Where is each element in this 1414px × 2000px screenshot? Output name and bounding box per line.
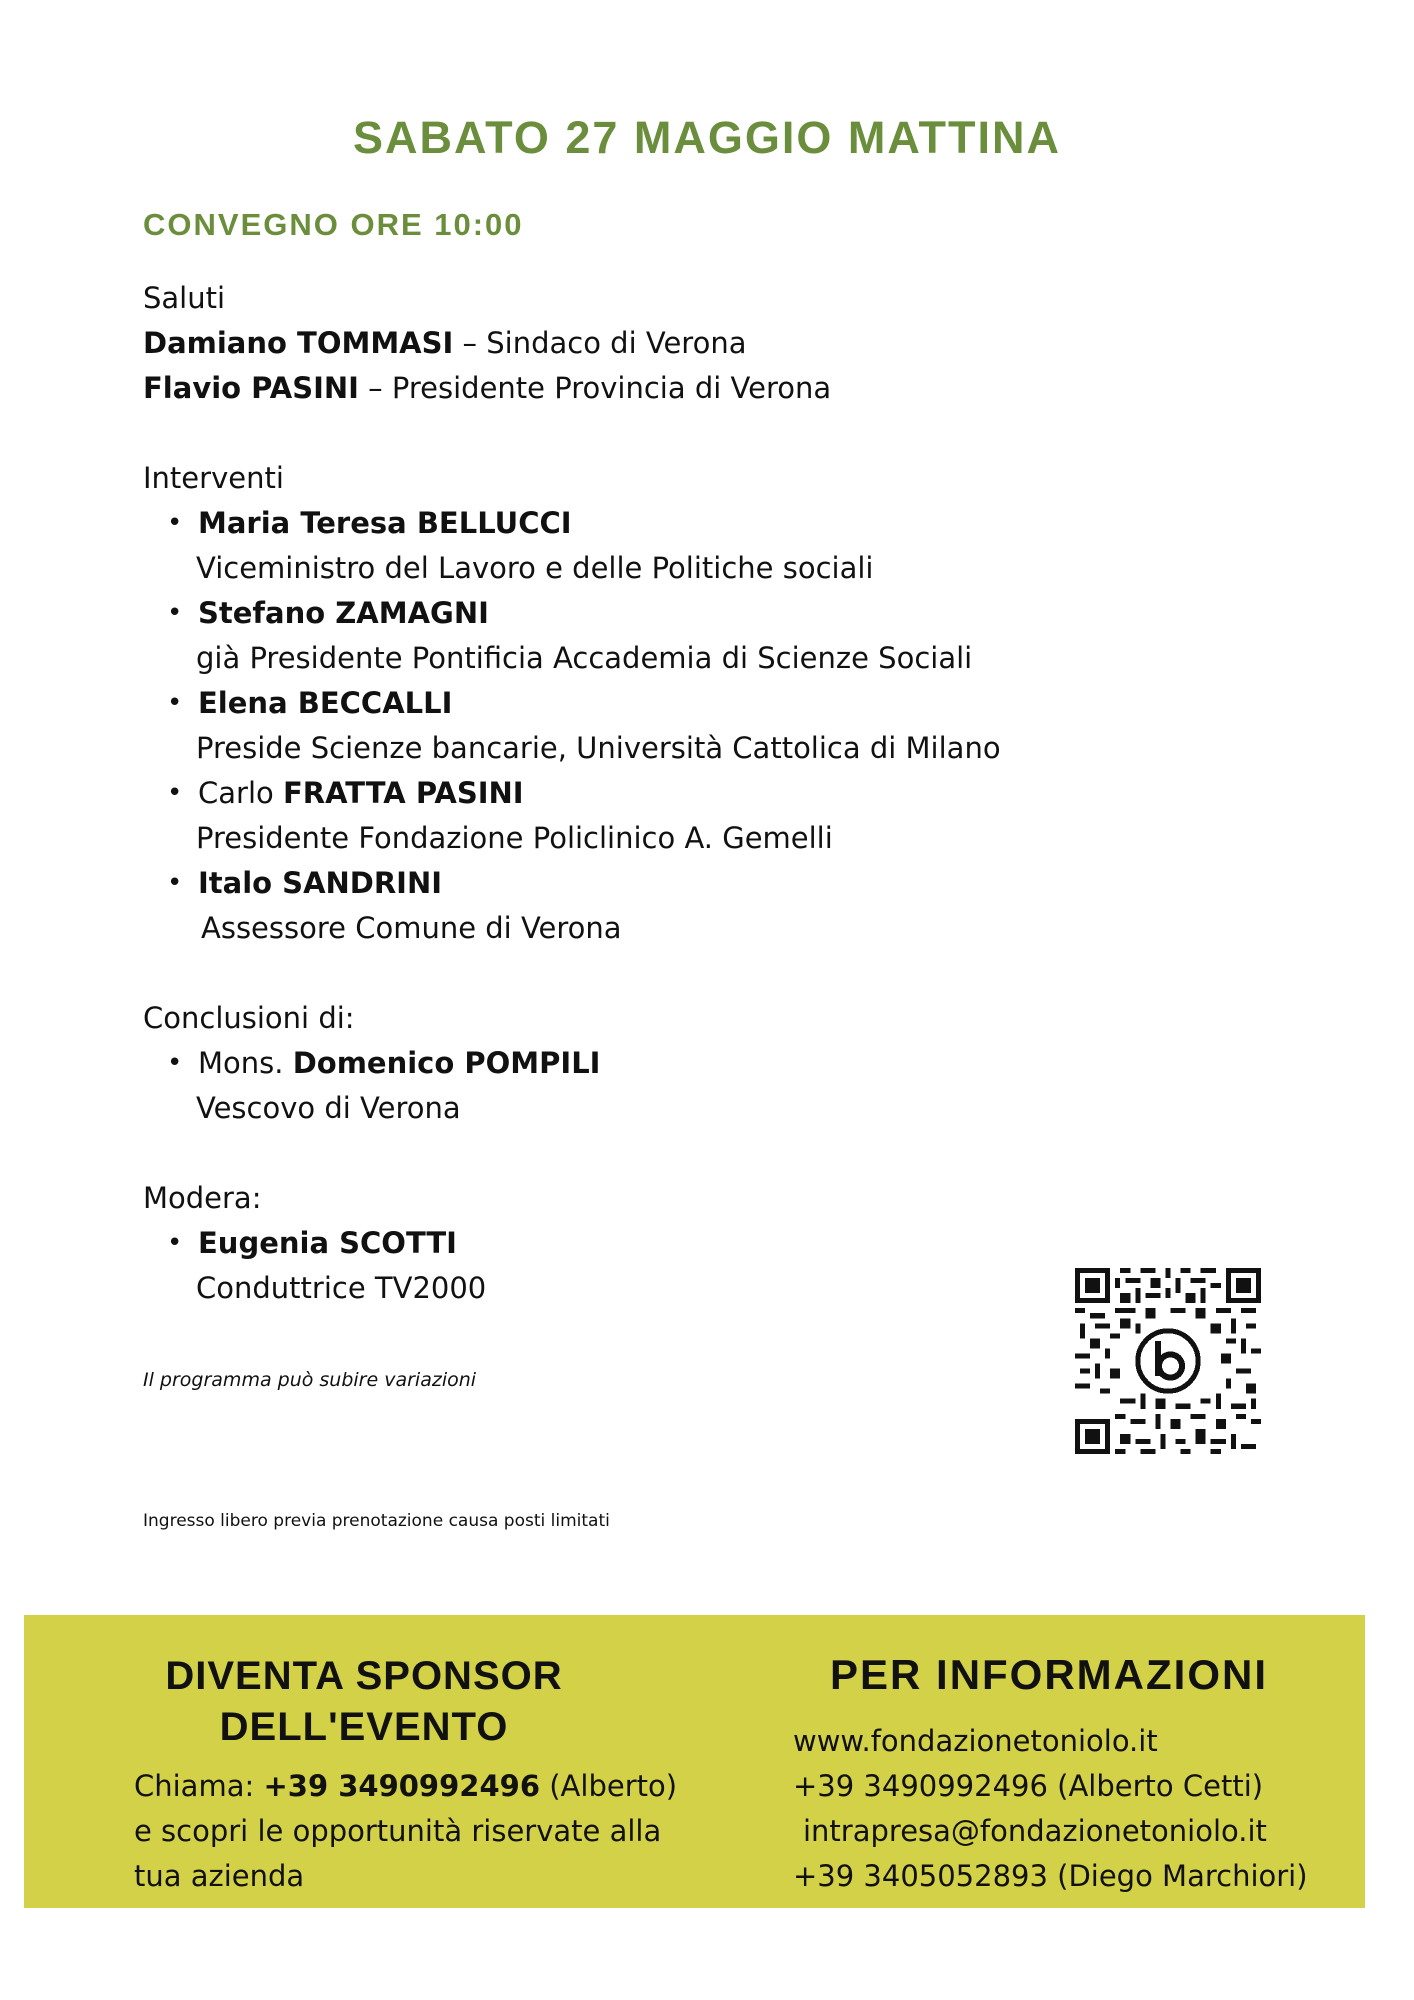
speaker-item xyxy=(143,1221,1143,1266)
speaker-role: – Presidente Provincia di Verona xyxy=(358,371,832,405)
speaker-item xyxy=(143,861,1143,906)
speaker-name: Eugenia SCOTTI xyxy=(198,1226,457,1260)
speaker-role: Preside Scienze bancarie, Università Cattolica di Milano xyxy=(196,731,1001,765)
speaker-name: Elena BECCALLI xyxy=(198,686,453,720)
sponsor-text: Chiama: +39 3490992496 (Alberto) e scopri le opportunità riservate alla tua azienda xyxy=(134,1769,678,1893)
speaker-name: Damiano TOMMASI xyxy=(143,326,454,360)
speaker-role: Conduttrice TV2000 xyxy=(196,1271,487,1305)
speaker-name: Italo SANDRINI xyxy=(198,866,443,900)
entry-note: Ingresso libero previa prenotazione causa posti limitati xyxy=(143,1511,610,1531)
speaker-item xyxy=(143,591,1143,636)
speaker-name: FRATTA PASINI xyxy=(282,776,524,810)
saluti-item xyxy=(143,321,1143,366)
speaker-name: Maria Teresa BELLUCCI xyxy=(198,506,572,540)
program-note: Il programma può subire variazioni xyxy=(143,1369,477,1391)
info-phone-2[interactable]: +39 3405052893 (Diego Marchiori) xyxy=(793,1859,1308,1893)
email-link[interactable]: intrapresa@fondazionetoniolo.it xyxy=(803,1814,1267,1848)
qr-center-logo xyxy=(1138,1331,1198,1391)
speaker-name: Stefano ZAMAGNI xyxy=(198,596,489,630)
speaker-role: – Sindaco di Verona xyxy=(453,326,747,360)
modera-label: Modera: xyxy=(143,1181,262,1215)
speaker-role: Presidente Fondazione Policlinico A. Gemelli xyxy=(196,821,833,855)
saluti-item xyxy=(143,366,1143,411)
event-subtitle: CONVEGNO ORE 10:00 xyxy=(143,207,524,242)
speaker-name: Domenico POMPILI xyxy=(292,1046,601,1080)
program-body xyxy=(143,276,1143,1311)
info-contacts xyxy=(793,1719,1353,1899)
interventi-label: Interventi xyxy=(143,461,284,495)
speaker-role: Assessore Comune di Verona xyxy=(201,911,622,945)
speaker-role: già Presidente Pontificia Accademia di Scienze Sociali xyxy=(196,641,973,675)
speaker-item xyxy=(143,681,1143,726)
info-heading: PER INFORMAZIONI xyxy=(830,1651,1268,1698)
sponsor-heading: DIVENTA SPONSOR DELL'EVENTO xyxy=(165,1654,563,1749)
info-phone-1[interactable]: +39 3490992496 (Alberto Cetti) xyxy=(793,1769,1264,1803)
speaker-item xyxy=(143,501,1143,546)
footer-banner xyxy=(24,1615,1365,1908)
page-title: SABATO 27 MAGGIO MATTINA xyxy=(352,112,1061,163)
conclusioni-label: Conclusioni di: xyxy=(143,1001,355,1035)
speaker-role: Vescovo di Verona xyxy=(196,1091,461,1125)
speaker-item: • Mons. Domenico POMPILI xyxy=(143,1041,1143,1086)
speaker-role: Viceministro del Lavoro e delle Politiche sociali xyxy=(196,551,874,585)
website-link[interactable]: www.fondazionetoniolo.it xyxy=(793,1724,1158,1758)
saluti-label: Saluti xyxy=(143,281,226,315)
speaker-item: • Carlo FRATTA PASINI xyxy=(143,771,1143,816)
speaker-name: Flavio PASINI xyxy=(143,371,359,405)
sponsor-phone[interactable]: +39 3490992496 xyxy=(263,1769,541,1803)
qr-code[interactable] xyxy=(1075,1268,1261,1454)
